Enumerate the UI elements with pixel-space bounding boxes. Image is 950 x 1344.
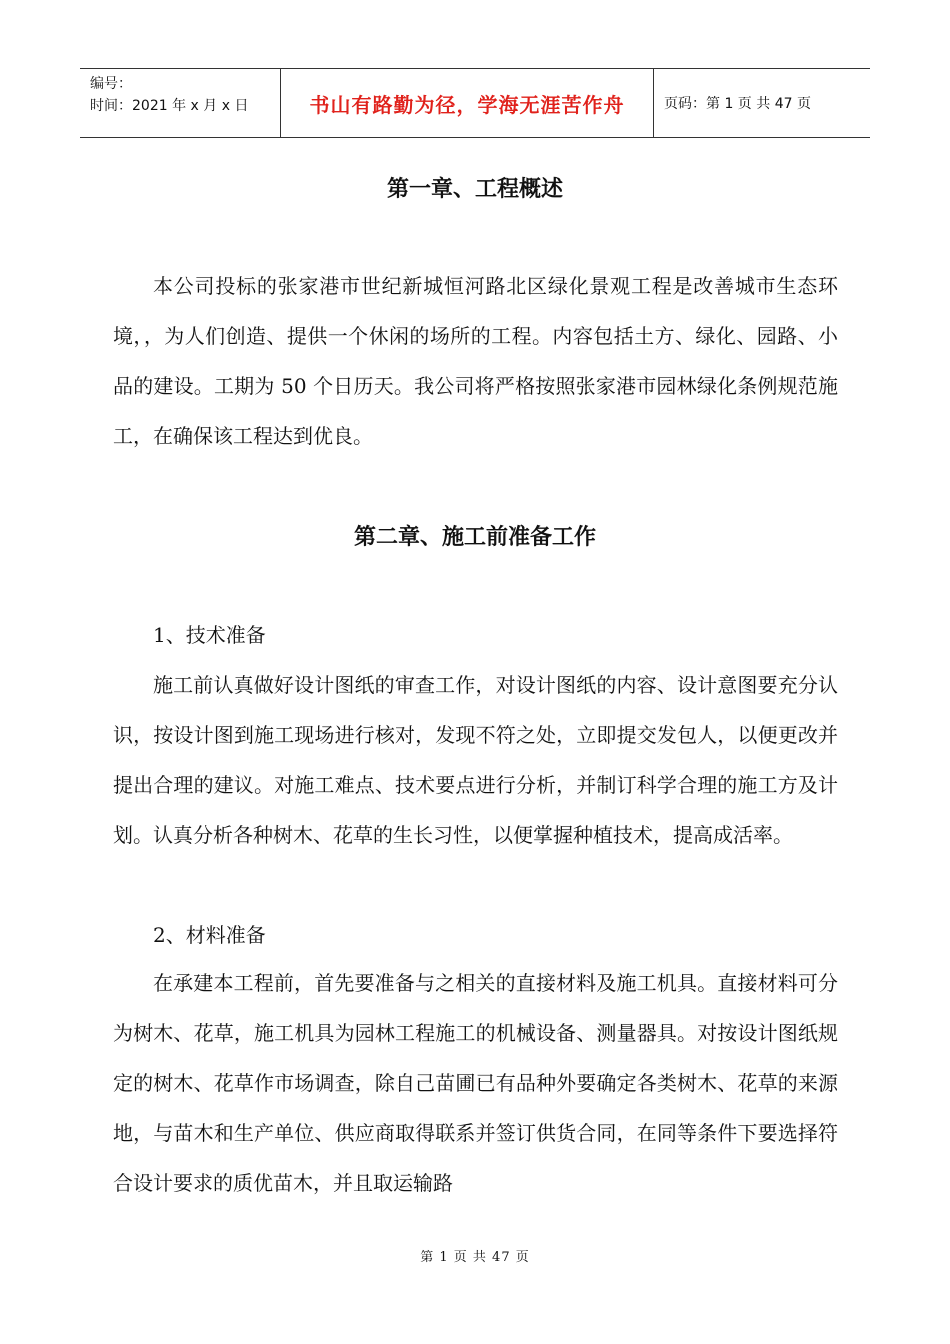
page-footer: 第 1 页 共 47 页: [420, 1250, 530, 1265]
section-1-heading: 1、技术准备: [153, 623, 266, 647]
document-header: [80, 68, 870, 138]
section-1-paragraph: 施工前认真做好设计图纸的审查工作，对设计图纸的内容、设计意图要充分认识，按设计图到施工现场进行核对，发现不符之处，立即提交发包人，以便更改并提出合理的建议。对施工难点、技术要点进行分析，并制订科学合理的施工方及计划。认真分析各种树木、花草的生长习性，以便掌握种植技术，提高成活率。: [113, 673, 838, 847]
section-2-heading: 2、材料准备: [153, 923, 266, 947]
section-2-paragraph: 在承建本工程前，首先要准备与之相关的直接材料及施工机具。直接材料可分为树木、花草，施工机具为园林工程施工的机械设备、测量器具。对按设计图纸规定的树木、花草作市场调查，除自己苗圃已有品种外要确定各类树木、花草的来源地，与苗木和生产单位、供应商取得联系并签订供货合同，在同等条件下要选择符合设计要求的质优苗木，并且取运输路: [113, 971, 838, 1195]
page-info: 页码：第 1 页 共 47 页: [664, 96, 811, 112]
time-label: 时间：2021 年 x 月 x 日: [90, 98, 249, 114]
header-meta: [80, 69, 281, 137]
chapter-2-title: 第二章、施工前准备工作: [353, 525, 596, 550]
header-motto-cell: [281, 69, 654, 137]
header-page-cell: [654, 69, 870, 137]
chapter-1-paragraph: 本公司投标的张家港市世纪新城恒河路北区绿化景观工程是改善城市生态环境，，为人们创造、提供一个休闲的场所的工程。内容包括土方、绿化、园路、小品的建设。工期为 50 个日历天。我公司将严格按照张家港市园林绿化条例规范施工，在确保该工程达到优良。: [113, 274, 838, 448]
motto-text: 书山有路勤为径，学海无涯苦作舟: [309, 92, 625, 117]
serial-label: 编号：: [90, 76, 132, 92]
chapter-1-title: 第一章、工程概述: [386, 177, 563, 202]
